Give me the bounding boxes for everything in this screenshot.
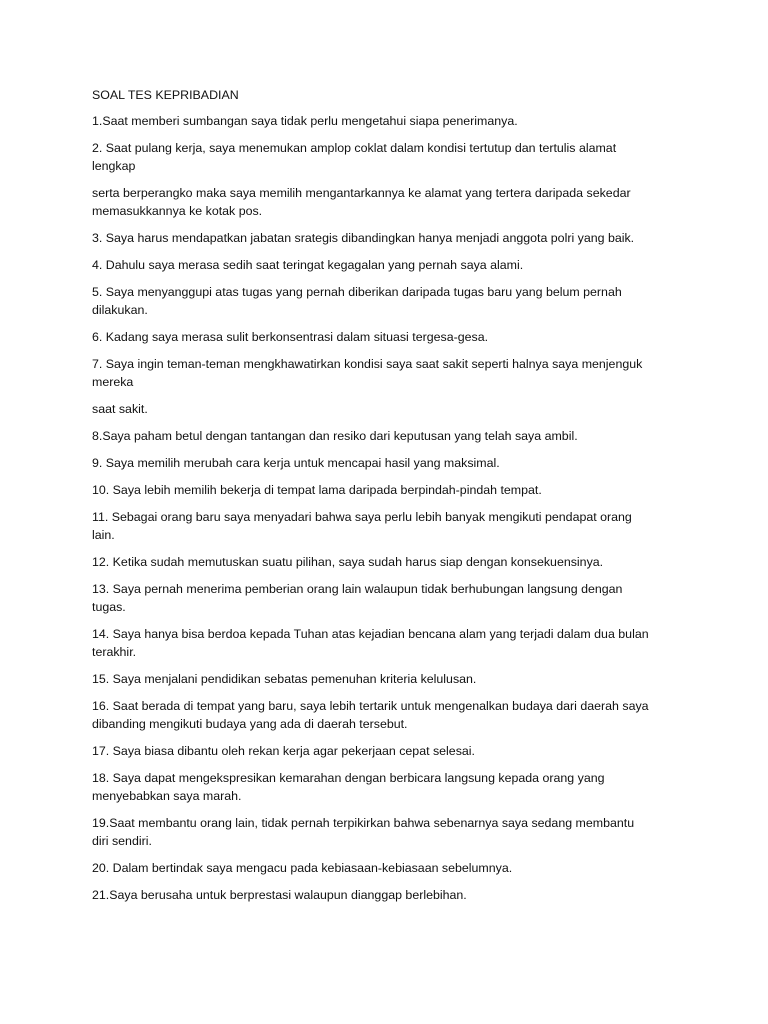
question-line: 9. Saya memilih merubah cara kerja untuk mencapai hasil yang maksimal. <box>92 456 500 470</box>
question-line: 17. Saya biasa dibantu oleh rekan kerja agar pekerjaan cepat selesai. <box>92 744 475 758</box>
question-line: 16. Saat berada di tempat yang baru, saya lebih tertarik untuk mengenalkan budaya dari daerah saya <box>92 699 649 713</box>
question-item <box>92 139 692 175</box>
question-item <box>92 256 692 274</box>
question-line: dibanding mengikuti budaya yang ada di daerah tersebut. <box>92 717 408 731</box>
question-line: dilakukan. <box>92 303 148 317</box>
document-title: SOAL TES KEPRIBADIAN <box>92 88 239 102</box>
question-item <box>92 769 692 805</box>
question-line: 5. Saya menyanggupi atas tugas yang pernah diberikan daripada tugas baru yang belum pernah <box>92 285 622 299</box>
question-item <box>92 427 692 445</box>
question-line: 2. Saat pulang kerja, saya menemukan amplop coklat dalam kondisi tertutup dan tertulis alamat <box>92 141 617 155</box>
question-item <box>92 184 692 220</box>
question-line: diri sendiri. <box>92 834 152 848</box>
question-line: 14. Saya hanya bisa berdoa kepada Tuhan atas kejadian bencana alam yang terjadi dalam dua bulan <box>92 627 649 641</box>
question-line: lain. <box>92 528 115 542</box>
question-item <box>92 553 692 571</box>
question-line: 15. Saya menjalani pendidikan sebatas pemenuhan kriteria kelulusan. <box>92 672 477 686</box>
question-item <box>92 625 692 661</box>
question-item <box>92 508 692 544</box>
question-line: 8.Saya paham betul dengan tantangan dan resiko dari keputusan yang telah saya ambil. <box>92 429 578 443</box>
question-item <box>92 454 692 472</box>
question-line: lengkap <box>92 159 136 173</box>
question-line: memasukkannya ke kotak pos. <box>92 204 263 218</box>
question-item <box>92 670 692 688</box>
question-item <box>92 697 692 733</box>
question-line: 4. Dahulu saya merasa sedih saat teringat kegagalan yang pernah saya alami. <box>92 258 524 272</box>
question-line: serta berperangko maka saya memilih mengantarkannya ke alamat yang tertera daripada sekedar <box>92 186 631 200</box>
question-item <box>92 112 692 130</box>
question-line: terakhir. <box>92 645 137 659</box>
question-item <box>92 814 692 850</box>
question-line: 21.Saya berusaha untuk berprestasi walaupun dianggap berlebihan. <box>92 888 467 902</box>
question-list <box>92 112 692 904</box>
question-item <box>92 328 692 346</box>
question-line: menyebabkan saya marah. <box>92 789 242 803</box>
question-item <box>92 355 692 391</box>
question-line: 1.Saat memberi sumbangan saya tidak perlu mengetahui siapa penerimanya. <box>92 114 518 128</box>
question-line: 13. Saya pernah menerima pemberian orang lain walaupun tidak berhubungan langsung dengan <box>92 582 623 596</box>
question-item <box>92 400 692 418</box>
question-line: 11. Sebagai orang baru saya menyadari bahwa saya perlu lebih banyak mengikuti pendapat orang <box>92 510 632 524</box>
question-line: 18. Saya dapat mengekspresikan kemarahan dengan berbicara langsung kepada orang yang <box>92 771 605 785</box>
question-item <box>92 283 692 319</box>
question-item <box>92 481 692 499</box>
question-line: saat sakit. <box>92 402 148 416</box>
document-body <box>92 86 692 913</box>
question-line: 7. Saya ingin teman-teman mengkhawatirkan kondisi saya saat sakit seperti halnya saya menjenguk <box>92 357 643 371</box>
question-line: 3. Saya harus mendapatkan jabatan srategis dibandingkan hanya menjadi anggota polri yang baik. <box>92 231 635 245</box>
question-item <box>92 580 692 616</box>
question-item <box>92 229 692 247</box>
question-line: 20. Dalam bertindak saya mengacu pada kebiasaan-kebiasaan sebelumnya. <box>92 861 513 875</box>
question-line: tugas. <box>92 600 126 614</box>
question-item <box>92 859 692 877</box>
question-item <box>92 886 692 904</box>
question-line: 6. Kadang saya merasa sulit berkonsentrasi dalam situasi tergesa-gesa. <box>92 330 489 344</box>
question-line: 19.Saat membantu orang lain, tidak pernah terpikirkan bahwa sebenarnya saya sedang membantu <box>92 816 635 830</box>
question-item <box>92 742 692 760</box>
question-line: mereka <box>92 375 134 389</box>
question-line: 12. Ketika sudah memutuskan suatu pilihan, saya sudah harus siap dengan konsekuensinya. <box>92 555 604 569</box>
question-line: 10. Saya lebih memilih bekerja di tempat lama daripada berpindah-pindah tempat. <box>92 483 542 497</box>
